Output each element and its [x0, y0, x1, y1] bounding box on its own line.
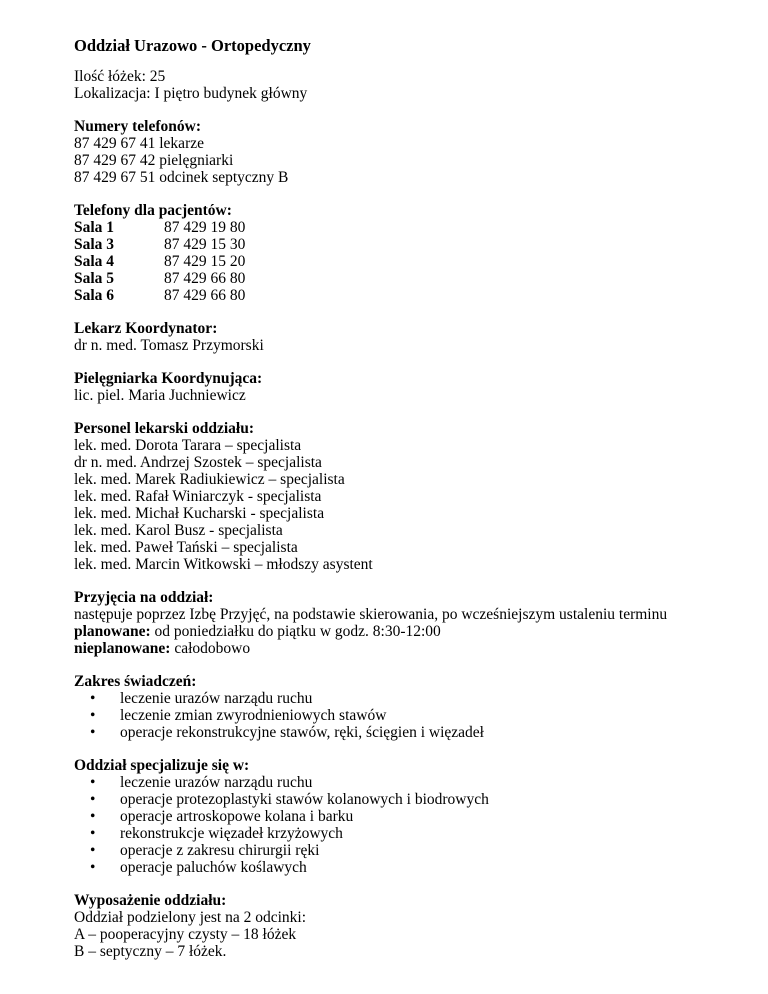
list-item: • leczenie urazów narządu ruchu: [74, 690, 754, 707]
phone-item: 87 429 67 51 odcinek septyczny B: [74, 169, 289, 186]
list-item: • leczenie zmian zwyrodnieniowych stawów: [74, 707, 754, 724]
staff-member: lek. med. Michał Kucharski - specjalista: [74, 505, 325, 522]
services-block: [74, 673, 754, 741]
nurse-heading: Pielęgniarka Koordynująca:: [74, 370, 263, 387]
admission-unplanned: [74, 640, 754, 657]
patient-phones-heading: Telefony dla pacjentów:: [74, 202, 232, 219]
phone-item: 87 429 67 41 lekarze: [74, 135, 204, 152]
list-item: • leczenie urazów narządu ruchu: [74, 774, 754, 791]
specialization-heading: Oddział specjalizuje się w:: [74, 757, 250, 774]
phone-item: 87 429 67 42 pielęgniarki: [74, 152, 234, 169]
phones-block: [74, 118, 754, 186]
unplanned-text: całodobowo: [170, 640, 251, 657]
list-item: • operacje paluchów koślawych: [74, 859, 754, 876]
room-row: [74, 287, 754, 304]
room-name: Sala 6: [74, 287, 115, 304]
equipment-block: [74, 892, 754, 960]
admission-block: [74, 589, 754, 657]
staff-block: [74, 420, 754, 573]
admission-text: następuje poprzez Izbę Przyjęć, na podstawie skierowania, po wcześniejszym ustaleniu terminu: [74, 606, 668, 623]
room-name: Sala 3: [74, 236, 115, 253]
beds-count: Ilość łóżek: 25: [74, 68, 166, 85]
room-name: Sala 4: [74, 253, 115, 270]
phones-heading: Numery telefonów:: [74, 118, 201, 135]
specialization-list: [74, 774, 754, 876]
info-block: [74, 68, 754, 102]
list-item: • operacje artroskopowe kolana i barku: [74, 808, 754, 825]
staff-member: lek. med. Rafał Winiarczyk - specjalista: [74, 488, 322, 505]
planned-text: od poniedziałku do piątku w godz. 8:30-12:00: [150, 623, 441, 640]
equipment-item: A – pooperacyjny czysty – 18 łóżek: [74, 926, 297, 943]
room-row: [74, 253, 754, 270]
room-row: [74, 236, 754, 253]
services-list: [74, 690, 754, 741]
equipment-heading: Wyposażenie oddziału:: [74, 892, 227, 909]
room-name: Sala 5: [74, 270, 115, 287]
coordinator-block: [74, 320, 754, 354]
equipment-item: B – septyczny – 7 łóżek.: [74, 943, 227, 960]
list-item: • operacje rekonstrukcyjne stawów, ręki, ścięgien i więzadeł: [74, 724, 754, 741]
nurse-name: lic. piel. Maria Juchniewicz: [74, 387, 246, 404]
staff-member: lek. med. Marek Radiukiewicz – specjalista: [74, 471, 345, 488]
list-item: • operacje protezoplastyki stawów kolanowych i biodrowych: [74, 791, 754, 808]
unplanned-label: nieplanowane:: [74, 640, 171, 657]
room-phone: 87 429 15 20: [164, 253, 246, 270]
patient-phones-block: [74, 202, 754, 304]
admission-heading: Przyjęcia na oddział:: [74, 589, 214, 606]
room-row: [74, 270, 754, 287]
room-phone: 87 429 15 30: [164, 236, 246, 253]
specialization-block: [74, 757, 754, 876]
staff-member: dr n. med. Andrzej Szostek – specjalista: [74, 454, 322, 471]
room-row: [74, 219, 754, 236]
staff-member: lek. med. Marcin Witkowski – młodszy asystent: [74, 556, 373, 573]
coordinator-name: dr n. med. Tomasz Przymorski: [74, 337, 264, 354]
admission-planned: [74, 623, 754, 640]
list-item: • rekonstrukcje więzadeł krzyżowych: [74, 825, 754, 842]
list-item: • operacje z zakresu chirurgii ręki: [74, 842, 754, 859]
services-heading: Zakres świadczeń:: [74, 673, 197, 690]
room-phone: 87 429 66 80: [164, 270, 246, 287]
room-phone: 87 429 19 80: [164, 219, 246, 236]
room-name: Sala 1: [74, 219, 115, 236]
document-page: [74, 36, 754, 976]
staff-member: lek. med. Karol Busz - specjalista: [74, 522, 283, 539]
staff-member: lek. med. Dorota Tarara – specjalista: [74, 437, 302, 454]
planned-label: planowane:: [74, 623, 151, 640]
location: Lokalizacja: I piętro budynek główny: [74, 85, 308, 102]
staff-heading: Personel lekarski oddziału:: [74, 420, 254, 437]
room-phone: 87 429 66 80: [164, 287, 246, 304]
staff-member: lek. med. Paweł Tański – specjalista: [74, 539, 298, 556]
nurse-block: [74, 370, 754, 404]
equipment-item: Oddział podzielony jest na 2 odcinki:: [74, 909, 307, 926]
coordinator-heading: Lekarz Koordynator:: [74, 320, 218, 337]
page-title: Oddział Urazowo - Ortopedyczny: [74, 36, 311, 55]
